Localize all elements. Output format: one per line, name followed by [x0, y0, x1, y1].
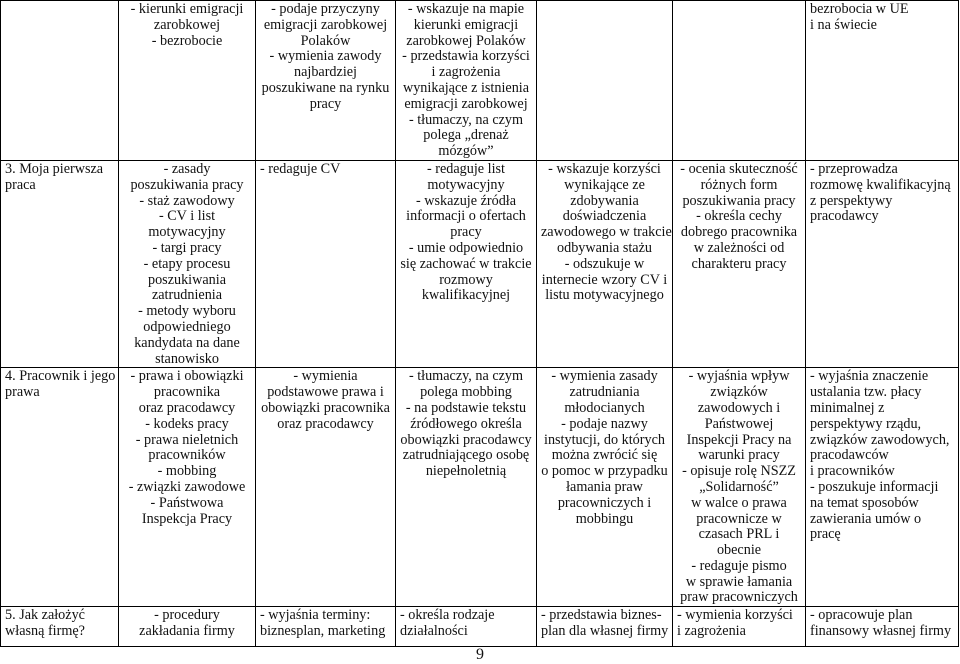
table-row: [1, 607, 959, 647]
cell-line: i zagrożenia: [431, 64, 501, 81]
cell-line: - przedstawia biznes-: [541, 607, 662, 624]
cell-line: zawodowego w trakcie: [541, 224, 672, 241]
cell-line: młodocianych: [564, 399, 645, 416]
cell-line: minimalnej z: [810, 399, 885, 416]
cell-line: Polaków: [300, 32, 351, 49]
cell-line: obowiązki pracownika: [261, 399, 390, 416]
cell-line: ustalania tzw. płacy: [810, 384, 922, 401]
cell-line: - odszukuje w: [564, 255, 645, 272]
full-requirements-cell: [673, 368, 806, 607]
cell-line: zatrudniającego osobę: [402, 447, 530, 464]
cell-line: zarobkowej: [153, 16, 221, 33]
cell-line: pracowniczych i: [557, 494, 652, 511]
cell-line: - na podstawie tekstu: [405, 399, 527, 416]
cell-line: można zwrócić się: [551, 447, 658, 464]
cell-line: kandydata na dane: [134, 334, 240, 351]
cell-line: rozmowę kwalifikacyjną: [810, 176, 951, 193]
cell-line: - wskazuje źródła: [415, 192, 517, 209]
full-requirements-cell: [673, 607, 806, 647]
cell-line: - zasady: [163, 160, 211, 177]
cell-line: Inspekcja Pracy: [141, 510, 233, 527]
cell-line: - CV i list: [158, 208, 216, 225]
beyond-requirements-cell: [806, 160, 959, 367]
cell-line: poszukiwania pracy: [682, 192, 796, 209]
cell-line: czasach PRL i: [698, 526, 780, 543]
cell-line: - procedury: [154, 607, 220, 624]
table-row: [1, 160, 959, 367]
beyond-requirements-cell: [806, 368, 959, 607]
cell-line: - tłumaczy, na czym: [408, 111, 524, 128]
complete-requirements-cell: [537, 160, 673, 367]
cell-line: 5. Jak założyć: [5, 607, 85, 624]
cell-line: warunki pracy: [698, 447, 780, 464]
cell-line: praw pracowniczych: [680, 589, 798, 606]
table-row: [1, 1, 959, 161]
cell-line: - określa rodzaje: [400, 607, 495, 624]
cell-line: zawierania umów o: [810, 510, 922, 527]
complete-requirements-cell: [537, 607, 673, 647]
cell-line: wynikające z istnienia: [402, 79, 530, 96]
cell-line: źródłowego określa: [410, 415, 522, 432]
cell-line: - poszukuje informacji: [810, 478, 939, 495]
cell-line: niepełnoletnią: [425, 463, 507, 480]
cell-line: i na świecie: [810, 16, 877, 33]
cell-line: pracownicze w: [696, 510, 782, 527]
cell-line: perspektywy rządu,: [810, 415, 922, 432]
cell-line: rozmowy: [439, 271, 493, 288]
cell-line: pracodawcy: [810, 208, 879, 225]
cell-line: poszukiwane na rynku: [261, 79, 390, 96]
cell-line: - bezrobocie: [151, 32, 223, 49]
page-number: 9: [476, 646, 484, 663]
cell-line: stanowisko: [155, 350, 219, 367]
topic-cell: [1, 607, 119, 647]
cell-line: bezrobocia w UE: [810, 1, 909, 17]
cell-line: na temat sposobów: [810, 494, 919, 511]
cell-line: z perspektywy: [810, 192, 893, 209]
cell-line: Państwowej: [704, 415, 774, 432]
cell-line: charakteru pracy: [691, 255, 787, 272]
cell-line: i zagrożenia: [677, 623, 746, 640]
cell-line: odbywania stażu: [557, 239, 652, 256]
cell-line: oraz pracodawcy: [138, 399, 236, 416]
cell-line: 4. Pracownik i jego: [5, 368, 116, 385]
cell-line: - wymienia zasady: [551, 368, 658, 385]
cell-line: - podaje nazwy: [561, 415, 648, 432]
cell-line: - redaguje CV: [260, 160, 341, 177]
cell-line: internecie wzory CV i: [541, 271, 668, 288]
topic-cell: [1, 160, 119, 367]
cell-line: - wyjaśnia terminy:: [260, 607, 371, 624]
cell-line: - przeprowadza: [810, 160, 898, 177]
content-cell: [119, 160, 256, 367]
complete-requirements-cell: [537, 1, 673, 161]
cell-line: - tłumaczy, na czym: [408, 368, 524, 385]
cell-line: - ocenia skuteczność: [680, 160, 798, 177]
cell-line: pracę: [810, 526, 841, 543]
cell-line: - wskazuje korzyści: [548, 160, 661, 177]
cell-line: listu motywacyjnego: [545, 287, 664, 304]
complete-requirements-cell: [537, 368, 673, 607]
cell-line: się zachować w trakcie: [400, 255, 532, 272]
cell-line: - targi pracy: [152, 239, 222, 256]
extended-requirements-cell: [396, 607, 537, 647]
cell-line: prawa: [5, 384, 40, 401]
cell-line: odpowiedniego: [143, 318, 231, 335]
cell-line: - wymienia zawody: [269, 48, 382, 65]
cell-line: podstawowe prawa i: [267, 384, 384, 401]
cell-line: - wyjaśnia wpływ: [688, 368, 790, 385]
basic-requirements-cell: [256, 1, 396, 161]
cell-line: pracy: [450, 224, 482, 241]
cell-line: zatrudnienia: [151, 287, 223, 304]
cell-line: polega „drenaż: [423, 127, 509, 144]
cell-line: biznesplan, marketing: [260, 623, 386, 640]
cell-line: motywacyjny: [148, 224, 226, 241]
cell-line: zakładania firmy: [139, 623, 235, 640]
cell-line: różnych form: [700, 176, 778, 193]
cell-line: w sprawie łamania: [685, 573, 793, 590]
basic-requirements-cell: [256, 607, 396, 647]
cell-line: motywacyjny: [427, 176, 505, 193]
extended-requirements-cell: [396, 160, 537, 367]
cell-line: związków zawodowych,: [810, 431, 950, 448]
cell-line: pracownika: [153, 384, 221, 401]
cell-line: oraz pracodawcy: [277, 415, 374, 432]
cell-line: i pracowników: [810, 463, 895, 480]
content-cell: [119, 607, 256, 647]
full-requirements-cell: [673, 1, 806, 161]
cell-line: - umie odpowiednio: [408, 239, 524, 256]
cell-line: instytucji, do których: [544, 431, 665, 448]
content-cell: [119, 368, 256, 607]
cell-line: polega mobbing: [420, 384, 512, 401]
cell-line: własną firmę?: [5, 623, 85, 640]
cell-line: - metody wyboru: [138, 303, 236, 320]
cell-line: - związki zawodowe: [128, 478, 246, 495]
cell-line: mózgów”: [438, 143, 494, 160]
cell-line: kwalifikacyjnej: [421, 287, 511, 304]
cell-line: obecnie: [716, 542, 762, 559]
cell-line: - wskazuje na mapie: [407, 1, 525, 17]
beyond-requirements-cell: [806, 1, 959, 161]
cell-line: poszukiwania pracy: [130, 176, 244, 193]
cell-line: - kierunki emigracji: [130, 1, 244, 17]
topic-cell: [1, 368, 119, 607]
beyond-requirements-cell: [806, 607, 959, 647]
cell-line: praca: [5, 176, 36, 193]
cell-line: - prawa i obowiązki: [130, 368, 244, 385]
cell-line: zarobkowej Polaków: [406, 32, 526, 49]
cell-line: - opracowuje plan: [810, 607, 913, 624]
cell-line: o pomoc w przypadku: [541, 463, 668, 480]
cell-line: - wymienia korzyści: [677, 607, 793, 624]
content-cell: [119, 1, 256, 161]
cell-line: informacji o ofertach: [406, 208, 526, 225]
cell-line: związków: [710, 384, 768, 401]
cell-line: - prawa nieletnich: [135, 431, 239, 448]
cell-line: najbardziej: [293, 64, 358, 81]
cell-line: - kodeks pracy: [145, 415, 229, 432]
cell-line: w walce o prawa: [691, 494, 787, 511]
cell-line: plan dla własnej firmy: [541, 623, 669, 640]
cell-line: emigracji zarobkowej: [404, 95, 528, 112]
cell-line: - mobbing: [157, 463, 217, 480]
cell-line: - przedstawia korzyści: [402, 48, 530, 65]
cell-line: doświadczenia: [562, 208, 647, 225]
cell-line: - redaguje list: [426, 160, 505, 177]
cell-line: dobrego pracownika: [680, 224, 798, 241]
cell-line: zdobywania: [570, 192, 639, 209]
cell-line: zawodowych i: [697, 399, 781, 416]
cell-line: 3. Moja pierwsza: [5, 160, 104, 177]
cell-line: Inspekcji Pracy na: [686, 431, 792, 448]
cell-line: pracodawców: [810, 447, 889, 464]
cell-line: - określa cechy: [696, 208, 782, 225]
cell-line: poszukiwania: [147, 271, 226, 288]
cell-line: łamania praw: [566, 478, 643, 495]
cell-line: pracowników: [148, 447, 226, 464]
cell-line: - Państwowa: [150, 494, 224, 511]
cell-line: - redaguje pismo: [691, 557, 787, 574]
basic-requirements-cell: [256, 160, 396, 367]
cell-line: obowiązki pracodawcy: [400, 431, 532, 448]
cell-line: emigracji zarobkowej: [263, 16, 388, 33]
table-row: [1, 368, 959, 607]
cell-line: - staż zawodowy: [139, 192, 235, 209]
cell-line: działalności: [400, 623, 468, 640]
cell-line: - wymienia: [293, 368, 358, 385]
full-requirements-cell: [673, 160, 806, 367]
cell-line: - opisuje rolę NSZZ: [682, 463, 796, 480]
cell-line: w zależności od: [693, 239, 785, 256]
cell-line: - etapy procesu: [143, 255, 231, 272]
cell-line: wynikające ze: [564, 176, 645, 193]
extended-requirements-cell: [396, 1, 537, 161]
cell-line: - podaje przyczyny: [271, 1, 380, 17]
basic-requirements-cell: [256, 368, 396, 607]
cell-line: kierunki emigracji: [413, 16, 519, 33]
cell-line: „Solidarność”: [699, 478, 779, 495]
cell-line: - wyjaśnia znaczenie: [810, 368, 929, 385]
cell-line: finansowy własnej firmy: [810, 623, 952, 640]
cell-line: mobbingu: [575, 510, 634, 527]
cell-line: zatrudniania: [569, 384, 640, 401]
topic-cell: [1, 1, 119, 161]
extended-requirements-cell: [396, 368, 537, 607]
cell-line: pracy: [309, 95, 342, 112]
